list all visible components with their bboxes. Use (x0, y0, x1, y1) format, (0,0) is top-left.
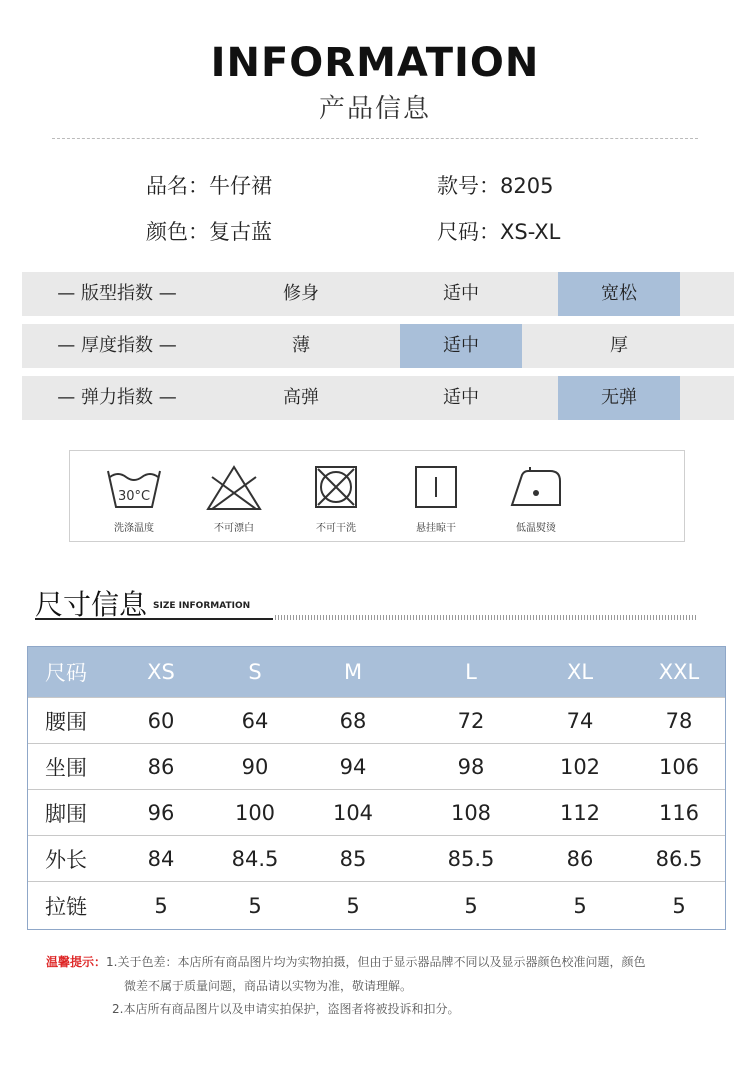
thickness-option: 厚 (610, 335, 628, 356)
table-cell: 脚围 (45, 801, 87, 826)
tips-line-3: 2.本店所有商品图片以及申请实拍保护，盗图者将被投诉和扣分。 (112, 1002, 460, 1016)
size-table (27, 646, 726, 930)
size-section-title-en: SIZE INFORMATION (153, 601, 251, 611)
table-cell: 拉链 (45, 894, 87, 919)
elasticity-option: 适中 (443, 387, 479, 408)
size-section-title: 尺寸信息 (35, 588, 148, 621)
table-cell: 104 (332, 800, 374, 825)
no-bleach-icon (204, 463, 264, 513)
table-header-cell: XXL (658, 660, 700, 684)
table-cell: 94 (339, 754, 367, 779)
table-header-cell: XS (147, 660, 175, 684)
table-cell: 5 (154, 893, 168, 918)
thickness-index-label: — 厚度指数 — (57, 335, 177, 356)
care-label: 洗涤温度 (114, 523, 154, 534)
table-cell: 86 (147, 754, 175, 779)
table-cell: 106 (658, 754, 700, 779)
table-cell: 78 (665, 708, 693, 733)
no-dry-clean-icon (306, 463, 366, 513)
care-label: 低温熨烫 (516, 523, 556, 534)
page-title: INFORMATION (210, 40, 540, 86)
table-header-cell: S (248, 660, 262, 684)
table-header-cell: 尺码 (45, 661, 87, 685)
table-cell: 116 (658, 800, 700, 825)
size-title-underline (35, 618, 273, 620)
elasticity-index-row (22, 376, 734, 420)
table-cell: 86.5 (655, 846, 703, 871)
divider (52, 138, 698, 139)
table-cell: 5 (573, 893, 587, 918)
table-cell: 72 (457, 708, 485, 733)
table-row (28, 881, 725, 929)
table-cell: 5 (346, 893, 360, 918)
table-cell: 外长 (45, 847, 87, 872)
table-cell: 85.5 (447, 846, 495, 871)
table-header-cell: L (465, 660, 477, 684)
thickness-option: 薄 (292, 335, 310, 356)
table-row (28, 697, 725, 743)
table-cell: 64 (241, 708, 269, 733)
product-color: 颜色：复古蓝 (146, 220, 272, 244)
table-header-cell: M (343, 660, 363, 684)
table-cell: 84 (147, 846, 175, 871)
table-header-cell: XL (566, 660, 594, 684)
table-cell: 84.5 (231, 846, 279, 871)
table-cell: 85 (339, 846, 367, 871)
table-cell: 100 (234, 800, 276, 825)
table-cell: 5 (464, 893, 478, 918)
table-cell: 60 (147, 708, 175, 733)
thickness-index-row (22, 324, 734, 368)
table-cell: 坐围 (45, 755, 87, 780)
table-cell: 5 (248, 893, 262, 918)
elasticity-option: 高弹 (283, 387, 319, 408)
table-cell: 74 (566, 708, 594, 733)
hang-dry-icon (406, 463, 466, 513)
care-item (184, 451, 284, 543)
product-name: 品名：牛仔裙 (146, 174, 272, 198)
table-cell: 5 (672, 893, 686, 918)
table-row (28, 743, 725, 789)
table-cell: 86 (566, 846, 594, 871)
table-cell: 112 (559, 800, 601, 825)
care-label: 悬挂晾干 (416, 523, 456, 534)
page-subtitle: 产品信息 (318, 94, 431, 124)
table-row (28, 789, 725, 835)
care-instructions (69, 450, 685, 542)
care-label: 不可漂白 (214, 523, 254, 534)
fit-index-row (22, 272, 734, 316)
table-cell: 108 (450, 800, 492, 825)
product-size-range: 尺码：XS-XL (437, 220, 561, 244)
table-cell: 90 (241, 754, 269, 779)
table-cell: 腰围 (45, 709, 87, 734)
fit-index-label: — 版型指数 — (57, 283, 177, 304)
fit-option-selected: 宽松 (558, 272, 680, 316)
wash-temp-text: 30°C (117, 489, 151, 504)
table-row (28, 835, 725, 881)
tips-line-2: 微差不属于质量问题，商品请以实物为准，敬请理解。 (124, 979, 413, 993)
wash-30-icon (104, 463, 164, 513)
size-title-hatch (275, 615, 697, 620)
tips-label: 温馨提示： (46, 955, 107, 969)
care-item (386, 451, 486, 543)
tips-text: 1.关于色差：本店所有商品图片均为实物拍摄，但由于显示器品牌不同以及显示器颜色校准问题，颜色 (106, 955, 646, 969)
table-header-row (28, 647, 725, 697)
care-item (286, 451, 386, 543)
care-item (84, 451, 184, 543)
table-cell: 102 (559, 754, 601, 779)
table-cell: 96 (147, 800, 175, 825)
table-cell: 98 (457, 754, 485, 779)
tips-line-1 (46, 953, 645, 970)
product-style-number: 款号：8205 (437, 174, 554, 198)
thickness-option-selected: 适中 (400, 324, 522, 368)
fit-option: 适中 (443, 283, 479, 304)
table-cell: 68 (339, 708, 367, 733)
care-item (486, 451, 586, 543)
fit-option: 修身 (283, 283, 319, 304)
elasticity-index-label: — 弹力指数 — (57, 387, 177, 408)
low-iron-icon (506, 463, 566, 513)
care-label: 不可干洗 (316, 523, 356, 534)
elasticity-option-selected: 无弹 (558, 376, 680, 420)
